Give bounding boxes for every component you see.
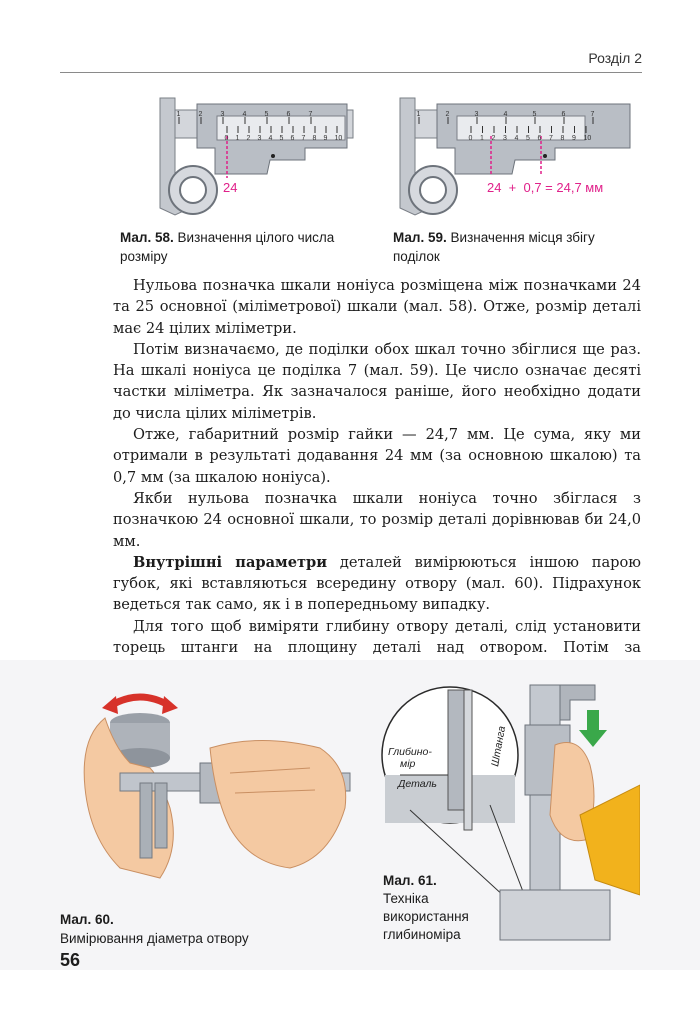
label-depth-gauge-2: мір xyxy=(400,758,416,770)
figure-59-number: Мал. 59. xyxy=(393,230,447,245)
label-part: Деталь xyxy=(398,778,437,790)
figure-58-vernier-scale-tick-label: 2 xyxy=(246,135,251,142)
paragraph-4: Якби нульова позначка шкали ноніуса точно збіглася з позначкою 24 основної шкали, то розмір деталі дорівнював би 24,0 мм. xyxy=(113,489,641,550)
figure-59-main-scale-tick-label: 2 xyxy=(445,111,450,118)
figure-59-vernier-scale-tick-label: 9 xyxy=(572,135,576,142)
figure-58-vernier-scale-tick-label: 3 xyxy=(257,135,262,142)
figure-58-vernier-scale-tick-label: 4 xyxy=(268,135,273,142)
figure-58-main-scale-tick-label: 6 xyxy=(286,111,291,118)
section-header: Розділ 2 xyxy=(588,50,642,66)
paragraph-2: Потім визначаємо, де поділки обох шкал точно збіглися ще раз. На шкалі ноніуса це поділка 7 (мал. 59). Це число означає десяті частки міліметра. Як зазначалося раніше, його необхідно додати до числа цілих міліметрів. xyxy=(113,340,641,422)
figure-59-vernier-scale-tick-label: 0 xyxy=(468,135,473,142)
figure-61-number: Мал. 61. xyxy=(383,873,437,888)
paragraph-6: Для того щоб виміряти глибину отвору деталі, слід установити торець штанги на площину деталі над отвором. Потім за xyxy=(113,617,641,657)
page-number: 56 xyxy=(60,950,81,970)
figure-59-main-scale-tick-label: 6 xyxy=(561,111,566,118)
figure-59-main-scale-tick-label: 3 xyxy=(474,111,479,118)
figure-61-caption xyxy=(383,872,493,944)
figure-58-main-scale-tick-label: 4 xyxy=(242,111,247,118)
figure-58-vernier-scale-tick-label: 5 xyxy=(279,135,284,142)
figure-58-vernier-scale-tick-label: 7 xyxy=(301,135,306,142)
figure-59-vernier-scale-tick-label: 4 xyxy=(514,135,519,142)
figure-58-main-scale-tick-label: 2 xyxy=(198,111,203,118)
figure-58-caliper xyxy=(155,90,355,220)
label-rod: Штанга xyxy=(489,725,509,768)
label-depth-gauge-1: Глибино- xyxy=(388,746,432,758)
figure-59-caliper xyxy=(395,90,640,220)
figure-59-vernier-scale-tick-label: 10 xyxy=(583,135,592,142)
figure-60-number: Мал. 60. xyxy=(60,912,114,927)
figure-59-main-scale-tick-label: 4 xyxy=(503,111,508,118)
figure-59-caption xyxy=(393,228,638,266)
figure-58-main-scale-tick-label: 1 xyxy=(176,111,181,118)
figure-58-vernier-scale-tick-label: 8 xyxy=(312,135,317,142)
figure-59-vernier-scale-tick-label: 8 xyxy=(560,135,565,142)
paragraph-3: Отже, габаритний розмір гайки — 24,7 мм. Це сума, яку ми отримали в результаті додавання 24 мм (за основною шкалою) та 0,7 мм (за шкалою ноніуса). xyxy=(113,426,641,486)
paragraph-1: Нульова позначка шкали ноніуса розміщена між позначками 24 та 25 основної (міліметрової) шкали (мал. 58). Отже, розмір деталі має 24 цілих міліметри. xyxy=(113,277,641,337)
figure-61-caption-line-3: глибиноміра xyxy=(383,927,461,942)
figure-58-main-scale-tick-label: 5 xyxy=(264,111,269,118)
figure-59-caption-text: Визначення місця збігу поділок xyxy=(393,230,595,264)
figure-59-main-scale-tick-label: 5 xyxy=(532,111,537,118)
figure-59-main-scale-tick-label: 7 xyxy=(590,111,595,118)
figure-58-main-scale-tick-label: 7 xyxy=(308,111,313,118)
paragraph-5-text: деталей вимірюються іншою парою губок, які вставляються всередину отвору (мал. 60). Підрахунок ведеться так само, як і в попередньому випадку. xyxy=(113,553,641,614)
term-internal-parameters: Внутрішні параметри xyxy=(133,553,328,571)
figure-58-main-scale-tick-label: 3 xyxy=(220,111,225,118)
figure-59-vernier-scale-tick-label: 5 xyxy=(526,135,530,142)
header-divider xyxy=(60,72,642,73)
figure-58-vernier-scale-tick-label: 1 xyxy=(235,135,240,142)
figure-61-caption-line-1: Техніка xyxy=(383,891,429,906)
figure-60-caption xyxy=(60,910,320,948)
figure-58-caption xyxy=(120,228,345,266)
figure-58-vernier-scale-tick-label: 10 xyxy=(334,135,343,142)
figure-59-vernier-scale-tick-label: 2 xyxy=(491,135,496,142)
figure-58-vernier-scale-tick-label: 9 xyxy=(323,135,328,142)
body-text xyxy=(113,275,641,722)
figure-58-number: Мал. 58. xyxy=(120,230,174,245)
paragraph-5 xyxy=(113,552,641,616)
figure-58-vernier-scale-tick-label: 6 xyxy=(290,135,295,142)
figure-61-caption-line-2: використання xyxy=(383,909,469,924)
figure-60-illustration xyxy=(60,678,370,903)
figure-59-formula: 24 + 0,7 = 24,7 мм xyxy=(487,180,604,195)
figure-59-vernier-scale-tick-label: 3 xyxy=(503,135,507,142)
figure-58-reading: 24 xyxy=(223,180,238,195)
figure-59-main-scale-tick-label: 1 xyxy=(416,111,421,118)
figure-59-vernier-scale-tick-label: 7 xyxy=(549,135,553,142)
figure-58-vernier-scale-tick-label: 0 xyxy=(224,135,229,142)
figure-60-caption-text: Вимірювання діаметра отвору xyxy=(60,931,249,946)
figure-59-vernier-scale-tick-label: 6 xyxy=(537,135,542,142)
figure-59-vernier-scale-tick-label: 1 xyxy=(480,135,484,142)
figure-58-caption-text: Визначення цілого числа розміру xyxy=(120,230,335,264)
